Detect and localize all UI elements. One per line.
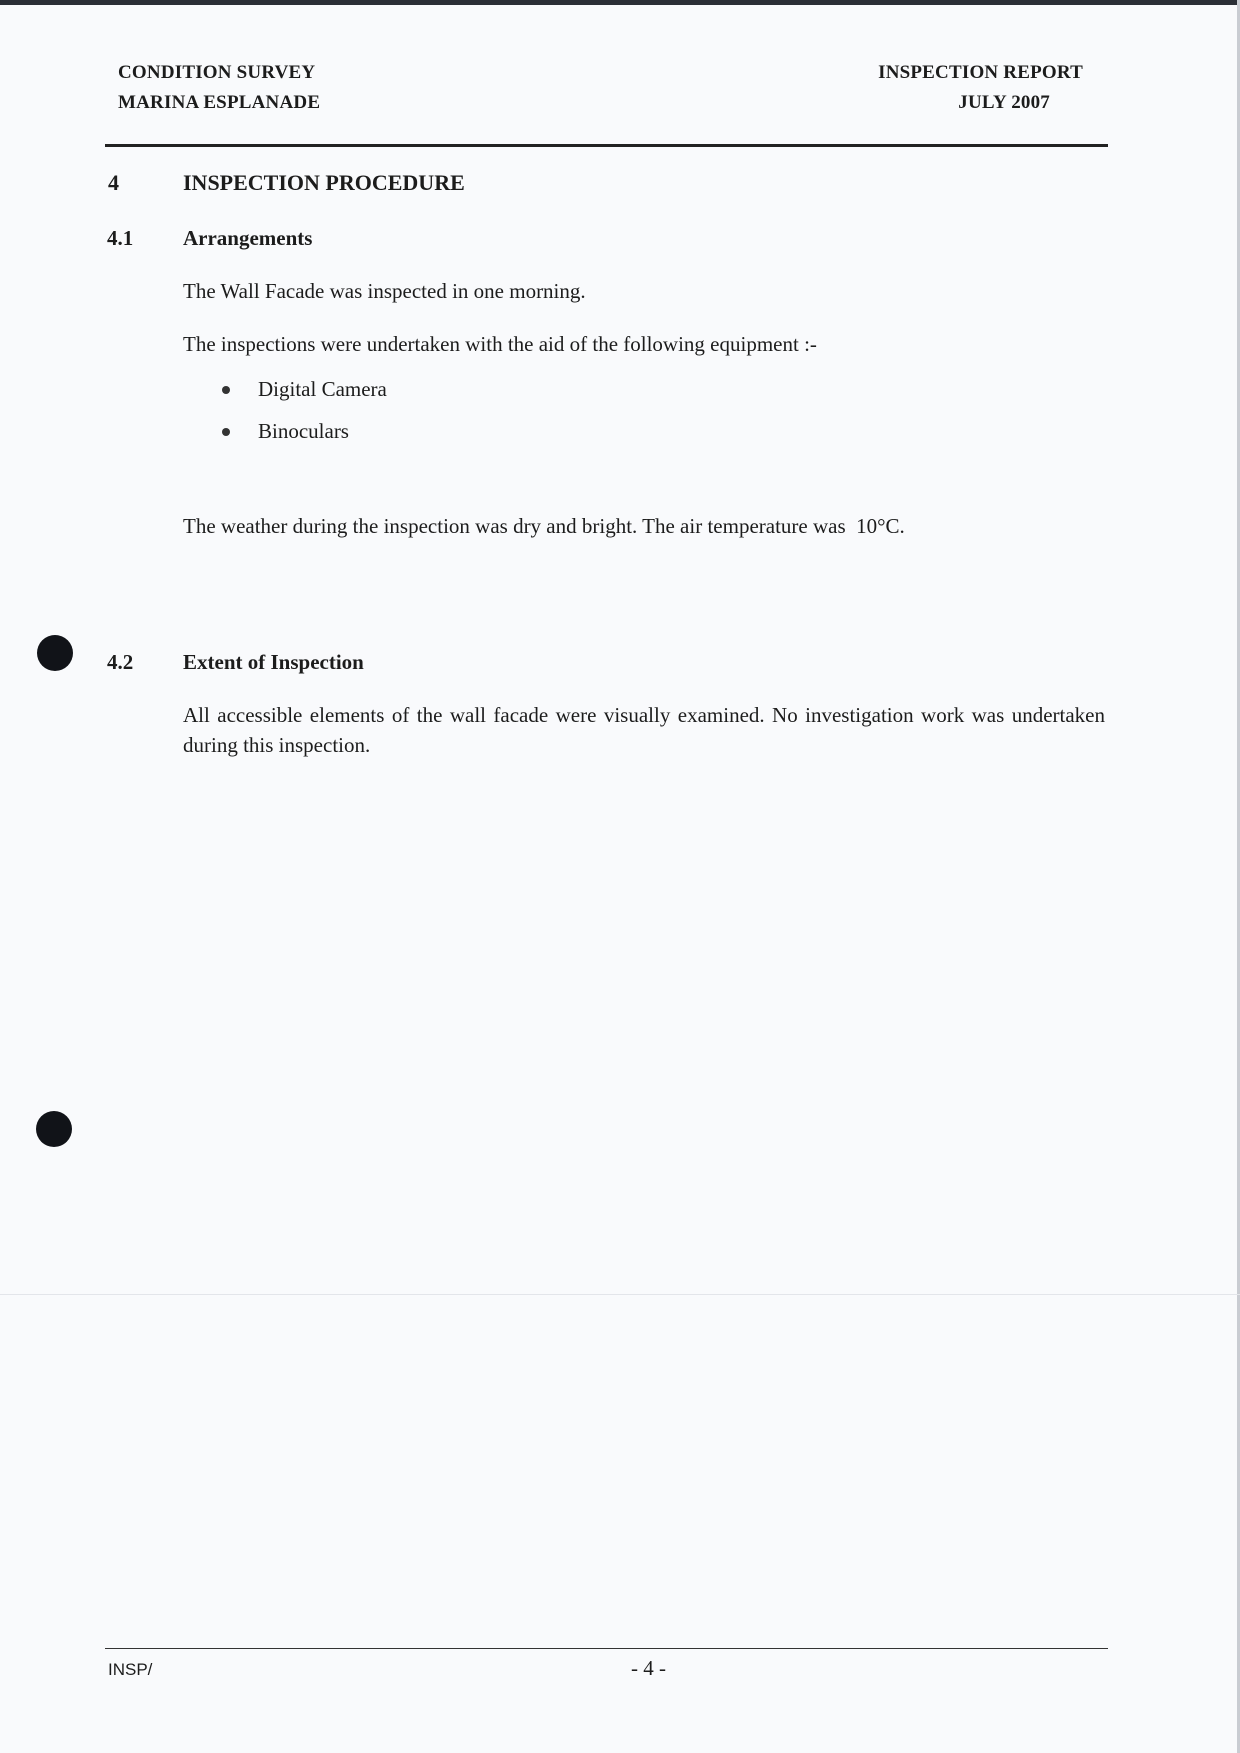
bullet-icon [222,386,230,394]
header-divider [105,144,1108,147]
subsection-title-extent: Extent of Inspection [183,650,364,674]
arrangements-equipment-intro: The inspections were undertaken with the aid of the following equipment :- [183,332,817,356]
punch-hole-lower [36,1111,72,1147]
subsection-number-arrangements: 4.1 [107,226,134,250]
section-title: INSPECTION PROCEDURE [183,170,465,195]
equipment-item-label: Binoculars [258,419,349,443]
subsection-number-extent: 4.2 [107,650,134,674]
scan-top-edge [0,0,1240,5]
header-report-date: JULY 2007 [958,92,1050,113]
equipment-item-label: Digital Camera [258,377,387,401]
subsection-title-arrangements: Arrangements [183,226,313,250]
arrangements-duration-paragraph: The Wall Facade was inspected in one morning. [183,279,586,303]
weather-paragraph: The weather during the inspection was dry and bright. The air temperature was 10°C. [183,514,905,538]
punch-hole-upper [37,635,73,671]
header-location: MARINA ESPLANADE [118,92,321,113]
header-report-type: INSPECTION REPORT [878,62,1083,83]
scan-fold-line [0,1294,1240,1295]
header-survey-title: CONDITION SURVEY [118,62,316,83]
section-number: 4 [108,170,119,195]
header-left-block [118,58,320,118]
bullet-icon [222,428,230,436]
page-number: - 4 - [631,1656,666,1680]
footer-reference: INSP/ [108,1660,153,1679]
header-right-block [878,58,1083,118]
extent-paragraph: All accessible elements of the wall facade were visually examined. No investigation work was undertaken during this inspection. [183,703,1105,757]
footer-divider [105,1648,1108,1649]
